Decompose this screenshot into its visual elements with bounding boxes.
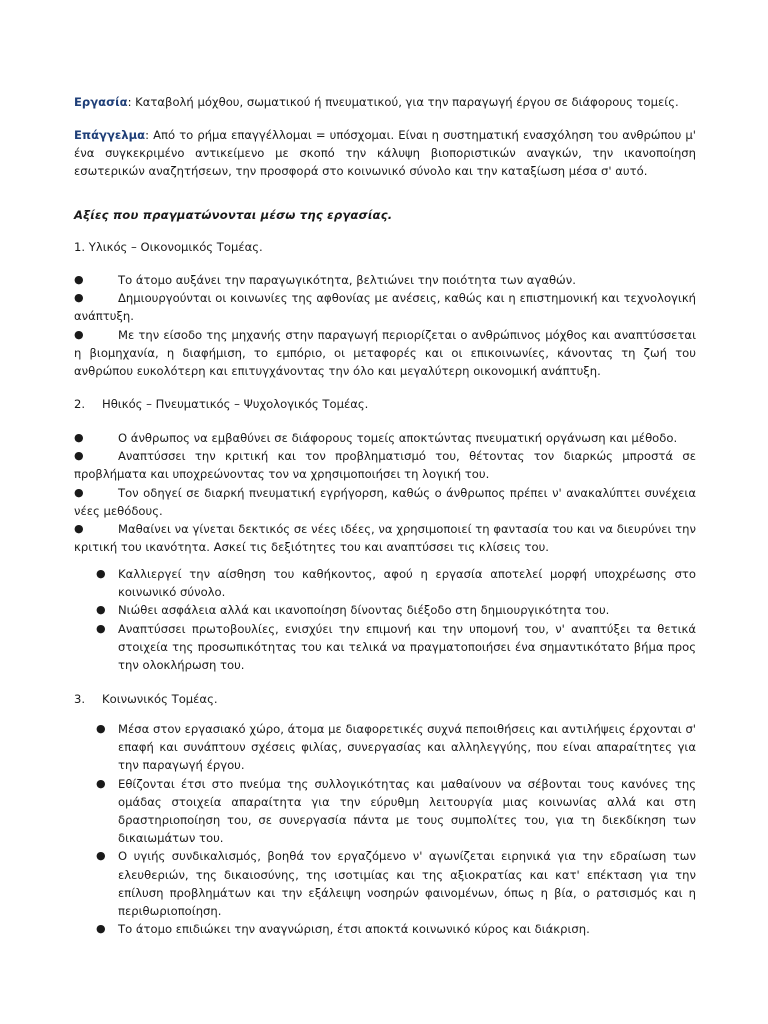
bullet-icon: ● bbox=[74, 327, 84, 341]
term-work: Εργασία bbox=[74, 95, 128, 109]
list-item: ● Ο υγιής συνδικαλισμός, βοηθά τον εργαζόμενο ν' αγωνίζεται ειρηνικά για την εδραίωση των ελευθεριών, της δικαιοσύνης, της ισοτιμίας και της αξιοκρατίας και κατ' επέκταση για την επίλυση προβλημάτων και την εξάλειψη νοσηρών φαινομένων, όπως η βία, ο ρατσισμός και η περιθωριοποίηση. bbox=[96, 849, 696, 919]
list-item: ● Το άτομο αυξάνει την παραγωγικότητα, βελτιώνει την ποιότητα των αγαθών. bbox=[74, 271, 696, 289]
bullet-icon: ● bbox=[74, 449, 84, 463]
section-2-list bbox=[74, 429, 696, 556]
bullet-icon: ● bbox=[96, 603, 106, 617]
values-heading: Αξίες που πραγματώνονται μέσω της εργασίας. bbox=[74, 208, 393, 222]
list-item: ● Τον οδηγεί σε διαρκή πνευματική εγρήγορση, καθώς ο άνθρωπος πρέπει ν' ανακαλύπτει συνέχεια νέες μεθόδους. bbox=[74, 485, 696, 518]
list-item: ● Αναπτύσσει πρωτοβουλίες, ενισχύει την επιμονή και την υπομονή του, ν' αναπτύξει τα θετικά στοιχεία της προσωπικότητας του και τελικά να πραγματοποιήσει ένα σημαντικότατο βήμα προς την ολοκλήρωση του. bbox=[96, 621, 696, 673]
section-2-title bbox=[74, 395, 696, 413]
list-item: ● Μαθαίνει να γίνεται δεκτικός σε νέες ιδέες, να χρησιμοποιεί τη φαντασία του και να διευρύνει την κριτική του ικανότητα. Ασκεί τις δεξιότητες του και αναπτύσσει τις κλίσεις του. bbox=[74, 522, 696, 555]
section-1-title: 1. Υλικός – Οικονομικός Τομέας. bbox=[74, 240, 263, 254]
bullet-icon: ● bbox=[96, 849, 106, 863]
section-2-label: Ηθικός – Πνευματικός – Ψυχολογικός Τομέας. bbox=[102, 397, 369, 411]
bullet-icon: ● bbox=[74, 431, 84, 444]
bullet-icon: ● bbox=[96, 722, 106, 735]
definition-profession-text: : Από το ρήμα επαγγέλλομαι = υπόσχομαι. Είναι η συστηματική ενασχόληση του ανθρώπου μ' ένα συγκεκριμένο αντικείμενο με σκοπό την κάλυψη βιοποριστικών αναγκών, την ικανοποίηση εσωτερικών αναζητήσεων, την προσφορά στο κοινωνικό σύνολο και την καταξίωση μέσα σ' αυτό. bbox=[74, 128, 696, 179]
section-3-number: 3. bbox=[74, 692, 86, 706]
definition-work-text: : Καταβολή μόχθου, σωματικού ή πνευματικού, για την παραγωγή έργου σε διάφορους τομείς. bbox=[127, 95, 679, 109]
definition-profession bbox=[74, 126, 696, 181]
bullet-icon: ● bbox=[74, 485, 84, 499]
list-item: ● Αναπτύσσει την κριτική και τον προβληματισμό του, θέτοντας τον διαρκώς μπροστά σε προβλήματα και υποχρεώνοντας τον να χρησιμοποιήσει τη λογική του. bbox=[74, 449, 696, 482]
list-item: ● Το άτομο επιδιώκει την αναγνώριση, έτσι αποκτά κοινωνικό κύρος και διάκριση. bbox=[74, 920, 696, 938]
bullet-icon: ● bbox=[74, 273, 84, 286]
section-3-title bbox=[74, 690, 696, 708]
bullet-icon: ● bbox=[96, 776, 106, 790]
list-item: ● Ο άνθρωπος να εμβαθύνει σε διάφορους τομείς αποκτώντας πνευματική οργάνωση και μέθοδο. bbox=[74, 429, 696, 447]
bullet-icon: ● bbox=[96, 567, 106, 580]
bullet-icon: ● bbox=[74, 522, 84, 536]
section-2-number: 2. bbox=[74, 397, 86, 411]
section-3-list bbox=[74, 720, 696, 938]
list-item: ● Καλλιεργεί την αίσθηση του καθήκοντος, αφού η εργασία αποτελεί μορφή υποχρέωσης στο κοινωνικό σύνολο. bbox=[96, 567, 696, 600]
bullet-icon: ● bbox=[96, 621, 106, 635]
section-1-list bbox=[74, 271, 696, 380]
list-item: ● Εθίζονται έτσι στο πνεύμα της συλλογικότητας και μαθαίνουν να σέβονται τους κανόνες της ομάδας στοιχεία απαραίτητα για την εύρυθμη λειτουργία μιας κοινωνίας αλλά και στη δραστηριοποίηση του, σε συνεργασία πάντα με τους συμπολίτες του, για τη διεκδίκηση των δικαιωμάτων του. bbox=[96, 776, 696, 846]
definition-work bbox=[74, 93, 696, 111]
section-3-label: Κοινωνικός Τομέας. bbox=[102, 692, 218, 706]
section-2-sublist bbox=[74, 565, 696, 674]
list-item: ● Μέσα στον εργασιακό χώρο, άτομα με διαφορετικές συχνά πεποιθήσεις και αντιλήψεις έρχονται σ' επαφή και συνάπτουν σχέσεις φιλίας, συνεργασίας και αλληλεγγύης, που είναι απαραίτητες για την παραγωγή έργου. bbox=[96, 722, 696, 773]
list-item: ● Νιώθει ασφάλεια αλλά και ικανοποίηση δίνοντας διέξοδο στη δημιουργικότητα του. bbox=[74, 601, 696, 619]
list-item: ● Δημιουργούνται οι κοινωνίες της αφθονίας με ανέσεις, καθώς και η επιστημονική και τεχνολογική ανάπτυξη. bbox=[74, 291, 696, 324]
bullet-icon: ● bbox=[74, 291, 84, 305]
list-item: ● Με την είσοδο της μηχανής στην παραγωγή περιορίζεται ο ανθρώπινος μόχθος και αναπτύσσεται η βιομηχανία, η διαφήμιση, το εμπόριο, οι μεταφορές και οι επικοινωνίες, κάνοντας τη ζωή του ανθρώπου ευκολότερη και επιτυγχάνοντας την όλο και μεγαλύτερη οικονομική ανάπτυξη. bbox=[74, 327, 696, 379]
term-profession: Επάγγελμα bbox=[74, 128, 146, 142]
bullet-icon: ● bbox=[96, 922, 106, 936]
